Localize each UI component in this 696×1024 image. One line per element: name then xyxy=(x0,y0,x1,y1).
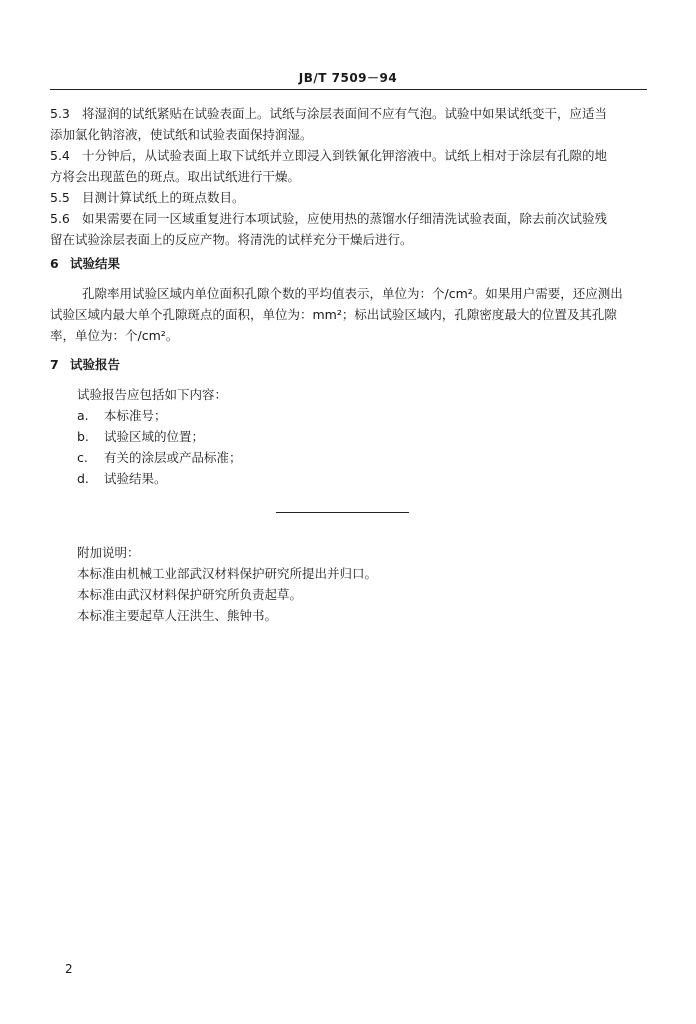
section-title: 试验结果 xyxy=(70,256,121,271)
section-heading xyxy=(50,253,647,274)
document-code-header: JB/T 7509－94 xyxy=(298,71,398,85)
list-text: 本标准号； xyxy=(104,408,167,423)
section-6-body xyxy=(50,283,647,346)
page-number: 2 xyxy=(65,962,73,976)
paragraph-line: 率，单位为：个/cm²。 xyxy=(50,328,179,343)
clause-number: 5.6 xyxy=(50,211,70,226)
section-7 xyxy=(50,354,647,375)
paragraph-line: 孔隙率用试验区域内单位面积孔隙个数的平均值表示，单位为：个/cm²。如果用户需要，还应测出 xyxy=(82,286,623,301)
clause-text: 如果需要在同一区域重复进行本项试验，应使用热的蒸馏水仔细清洗试验表面，除去前次试验残 xyxy=(82,211,608,226)
list-marker: b. xyxy=(77,429,89,444)
list-item xyxy=(50,447,647,468)
clause-number: 5.4 xyxy=(50,148,70,163)
list-text: 试验结果。 xyxy=(104,471,167,486)
notes-line: 本标准由武汉材料保护研究所负责起草。 xyxy=(77,587,303,602)
clause-text: 留在试验涂层表面上的反应产物。将清洗的试样充分干燥后进行。 xyxy=(50,232,413,247)
clause-text: 添加氯化钠溶液，使试纸和试验表面保持润湿。 xyxy=(50,127,313,142)
notes-line: 本标准主要起草人汪洪生、熊钟书。 xyxy=(77,608,278,623)
paragraph-line: 试验区域内最大单个孔隙斑点的面积，单位为：mm²；标出试验区域内，孔隙密度最大的位置及其孔隙 xyxy=(50,307,617,322)
clause-number: 5.5 xyxy=(50,190,70,205)
clause-5-6 xyxy=(50,208,647,250)
clause-text: 方将会出现蓝色的斑点。取出试纸进行干燥。 xyxy=(50,169,301,184)
section-number: 7 xyxy=(50,357,59,372)
section-title: 试验报告 xyxy=(70,357,121,372)
section-5-clauses xyxy=(50,103,647,250)
additional-notes xyxy=(50,542,647,626)
section-6 xyxy=(50,253,647,274)
list-marker: a. xyxy=(77,408,89,423)
report-intro: 试验报告应包括如下内容： xyxy=(77,387,228,402)
clause-text: 十分钟后，从试验表面上取下试纸并立即浸入到铁氰化钾溶液中。试纸上相对于涂层有孔隙的地 xyxy=(82,148,608,163)
section-7-body xyxy=(50,384,647,489)
header-rule xyxy=(50,89,647,90)
clause-5-3 xyxy=(50,103,647,145)
list-marker: c. xyxy=(77,450,88,465)
section-number: 6 xyxy=(50,256,59,271)
list-text: 有关的涂层或产品标准； xyxy=(104,450,242,465)
list-text: 试验区域的位置； xyxy=(104,429,205,444)
list-marker: d. xyxy=(77,471,89,486)
clause-number: 5.3 xyxy=(50,106,70,121)
section-heading xyxy=(50,354,647,375)
clause-text: 将湿润的试纸紧贴在试验表面上。试纸与涂层表面间不应有气泡。试验中如果试纸变干，应适当 xyxy=(82,106,608,121)
notes-title: 附加说明： xyxy=(77,545,140,560)
list-item xyxy=(50,426,647,447)
list-item xyxy=(50,468,647,489)
section-separator xyxy=(276,512,409,513)
clause-5-4 xyxy=(50,145,647,187)
clause-5-5 xyxy=(50,187,647,208)
notes-line: 本标准由机械工业部武汉材料保护研究所提出并归口。 xyxy=(77,566,378,581)
clause-text: 目测计算试纸上的斑点数目。 xyxy=(82,190,245,205)
list-item xyxy=(50,405,647,426)
